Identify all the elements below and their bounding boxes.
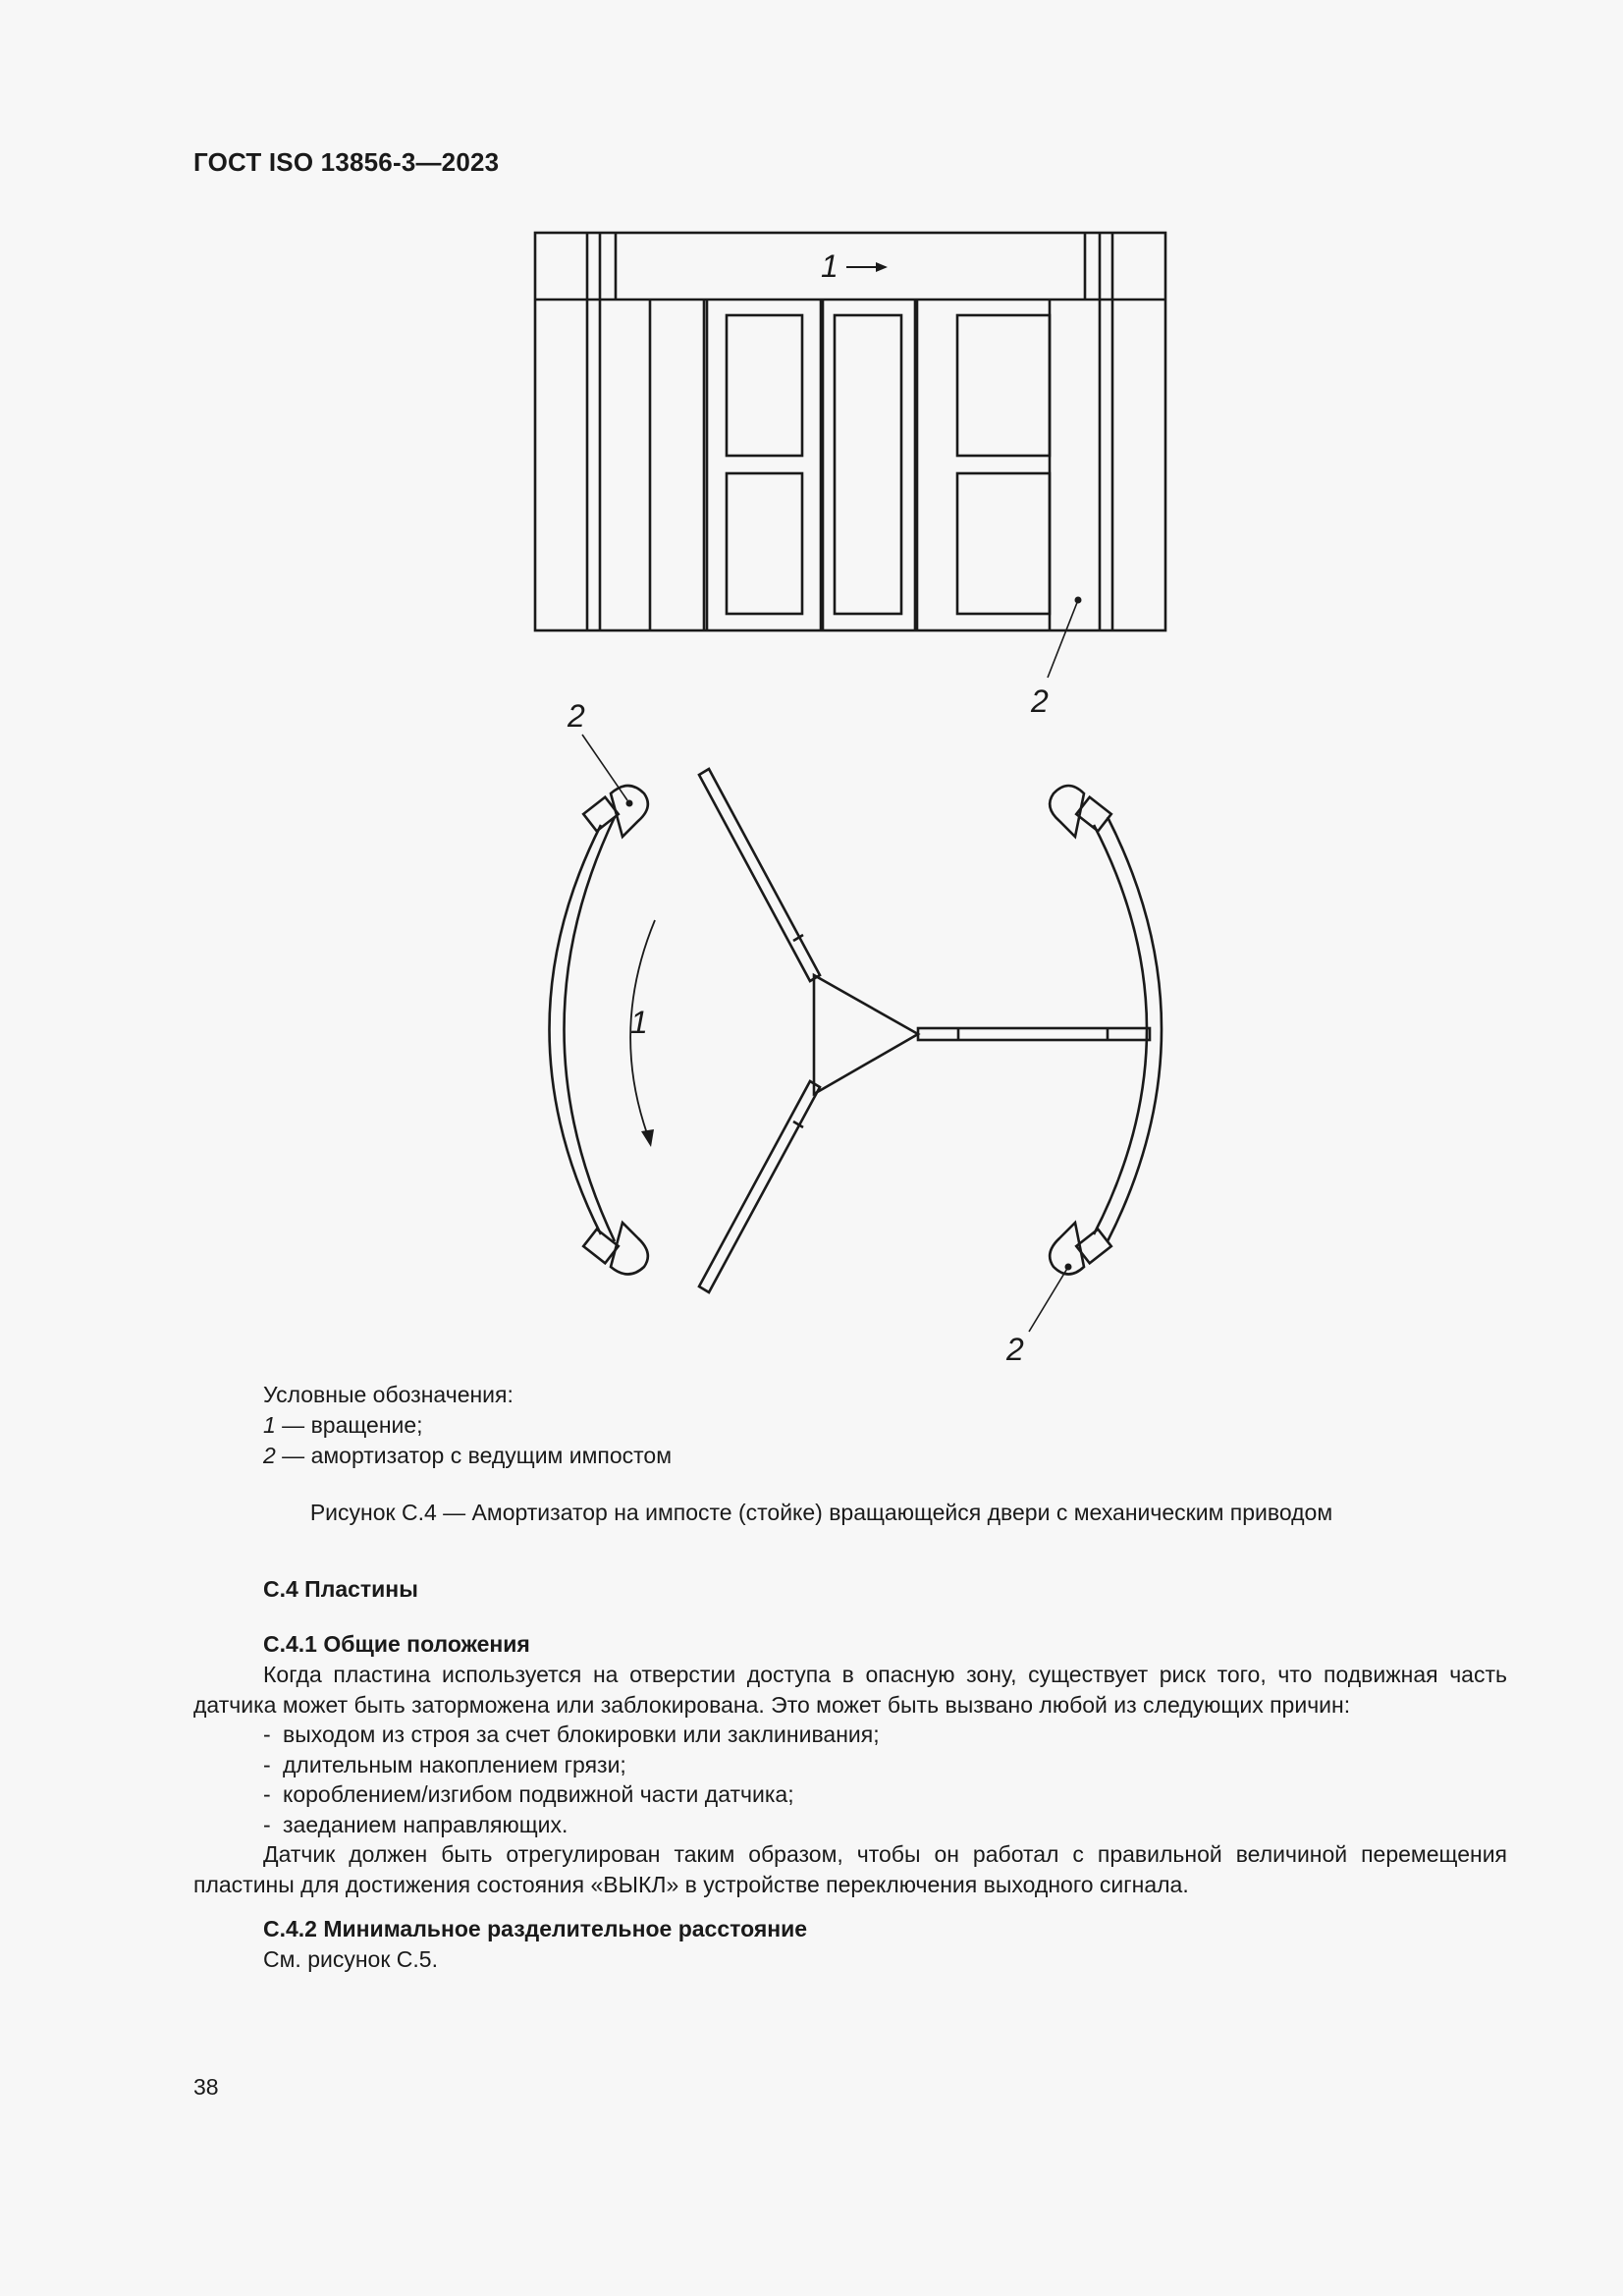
list-item: - заеданием направляющих. — [263, 1811, 568, 1837]
leader-top-post — [1048, 597, 1082, 679]
standard-header: ГОСТ ISO 13856-3—2023 — [193, 147, 500, 177]
label-2-top: 2 — [1031, 683, 1049, 719]
section-heading-c42: С.4.2 Минимальное разделительное расстояние — [263, 1916, 808, 1941]
section-heading-c41: С.4.1 Общие положения — [263, 1631, 530, 1657]
legend-item: 1 — вращение; — [263, 1412, 423, 1438]
figure-legend — [263, 1380, 672, 1471]
section-c42-body — [193, 1944, 1507, 1975]
label-2-plan-left: 2 — [568, 698, 585, 734]
paragraph: Датчик должен быть отрегулирован таким образом, чтобы он работал с правильной величиной перемещения пластины для достижения состояния «ВЫКЛ» в устройстве переключения выходного сигнала. — [193, 1841, 1507, 1897]
figure-caption: Рисунок С.4 — Амортизатор на импосте (стойке) вращающейся двери с механическим приводом — [309, 1500, 1333, 1525]
cause-list — [193, 1720, 1507, 1839]
label-2-plan-right: 2 — [1006, 1332, 1024, 1367]
page-number: 38 — [193, 2074, 219, 2100]
list-item: - выходом из строя за счет блокировки или заклинивания; — [263, 1722, 880, 1747]
leader-plan-left — [582, 735, 633, 807]
section-c41-body — [193, 1660, 1507, 1899]
list-item: - длительным накоплением грязи; — [263, 1751, 626, 1777]
section-heading-c4: С.4 Пластины — [263, 1576, 418, 1602]
door-front-elevation — [535, 233, 1165, 630]
legend-item: 2 — амортизатор с ведущим импостом — [263, 1443, 673, 1468]
legend-title: Условные обозначения: — [263, 1382, 514, 1407]
paragraph: Когда пластина используется на отверстии доступа в опасную зону, существует риск того, что подвижная часть датчика может быть заторможена или заблокирована. Это может быть вызвано любой из следующих причин: — [193, 1662, 1507, 1718]
list-item: - короблением/изгибом подвижной части датчика; — [263, 1781, 794, 1807]
arrow-right-icon — [846, 262, 888, 272]
label-1-top: 1 — [821, 248, 839, 284]
label-1-plan: 1 — [630, 1005, 648, 1040]
paragraph: См. рисунок С.5. — [263, 1946, 438, 1972]
